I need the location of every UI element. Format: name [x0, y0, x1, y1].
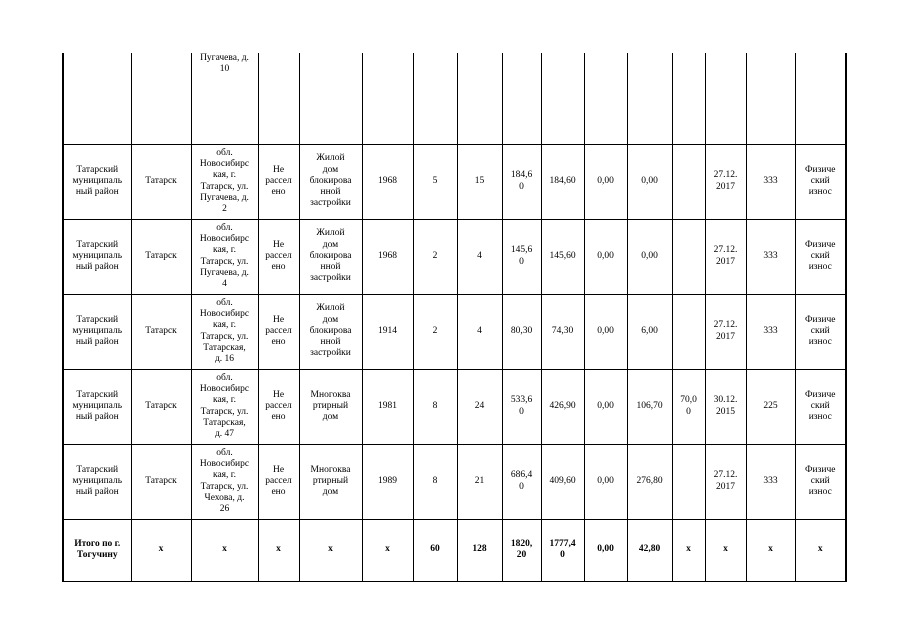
total-cell-label: [63, 519, 131, 581]
reason-line: Физиче: [805, 464, 836, 475]
total-cell-c15: x: [746, 519, 795, 581]
area-total-line: 686,4: [510, 470, 533, 481]
total-cell-area-a: 0,00: [584, 519, 627, 581]
total-cell-area-total: [502, 519, 541, 581]
cell-reason: [795, 294, 846, 369]
cell-area-living: 74,30: [541, 294, 584, 369]
status-line: Не: [272, 164, 285, 175]
address-line: Чехова, д.: [204, 492, 245, 503]
district-line: Татарский: [76, 464, 119, 475]
cell-area-total: [502, 53, 541, 144]
status-line: рассел: [265, 475, 292, 486]
total-cell-floors: 60: [413, 519, 457, 581]
status-line: Не: [272, 314, 285, 325]
total-cell-c6: x: [362, 519, 413, 581]
cell-year: 1989: [362, 444, 413, 519]
cell-wear: [672, 219, 705, 294]
table-row: [63, 444, 846, 519]
reason-line: ский: [810, 475, 830, 486]
cell-area-b: 0,00: [627, 144, 672, 219]
cell-wear: [672, 53, 705, 144]
area-total-line: 533,6: [510, 395, 533, 406]
cell-type: [299, 219, 362, 294]
total-cell-residents: 128: [457, 519, 502, 581]
cell-area-a: 0,00: [584, 444, 627, 519]
cell-area-living: 426,90: [541, 369, 584, 444]
cell-district: [63, 53, 131, 144]
cell-reason: [795, 144, 846, 219]
cell-address: [191, 144, 258, 219]
date-line: 2015: [716, 406, 735, 417]
cell-year: 1981: [362, 369, 413, 444]
status-line: ено: [271, 487, 286, 498]
cell-district: [63, 144, 131, 219]
date-line: 2017: [716, 481, 735, 492]
total-cell-area-living: [541, 519, 584, 581]
housing-table: [62, 53, 847, 582]
type-line: ртирный: [312, 475, 349, 486]
address-line: Новосибирс: [199, 234, 250, 245]
total-area-total-line: 1820,: [510, 538, 533, 549]
reason-line: износ: [808, 262, 832, 273]
reason-line: Физиче: [805, 314, 836, 325]
reason-line: износ: [808, 412, 832, 423]
cell-date: [705, 144, 746, 219]
cell-address: [191, 53, 258, 144]
cell-floors: 8: [413, 369, 457, 444]
reason-line: Физиче: [805, 389, 836, 400]
cell-reason: [795, 219, 846, 294]
reason-line: ский: [810, 250, 830, 261]
status-line: ено: [271, 412, 286, 423]
reason-line: износ: [808, 487, 832, 498]
reason-line: ский: [810, 325, 830, 336]
address-line: 4: [222, 278, 227, 289]
area-total-line: 0: [519, 406, 524, 417]
cell-doc-no: 225: [746, 369, 795, 444]
cell-area-b: [627, 53, 672, 144]
cell-floors: 8: [413, 444, 457, 519]
cell-district: [63, 294, 131, 369]
type-line: дом: [322, 412, 339, 423]
address-line: д. 16: [214, 353, 235, 364]
address-line: Новосибирс: [199, 309, 250, 320]
address-line: Пугачева, д.: [200, 53, 249, 63]
table-row: [63, 294, 846, 369]
total-cell-c4: x: [258, 519, 299, 581]
cell-area-a: 0,00: [584, 369, 627, 444]
cell-district: [63, 219, 131, 294]
cell-status: [258, 294, 299, 369]
total-label-line: Итого по г.: [74, 538, 121, 549]
cell-date: [705, 444, 746, 519]
reason-line: износ: [808, 337, 832, 348]
date-line: 27.12.: [713, 470, 738, 481]
type-line: блокирова: [309, 250, 352, 261]
cell-area-total: [502, 144, 541, 219]
type-line: ртирный: [312, 400, 349, 411]
cell-reason: [795, 369, 846, 444]
wear-line: 0: [686, 406, 691, 417]
reason-line: ский: [810, 175, 830, 186]
cell-wear: [672, 294, 705, 369]
type-line: дом: [322, 487, 339, 498]
address-line: кая, г.: [212, 395, 236, 406]
reason-line: Физиче: [805, 239, 836, 250]
district-line: муниципаль: [72, 400, 123, 411]
cell-doc-no: 333: [746, 219, 795, 294]
district-line: ный район: [75, 337, 119, 348]
total-label-line: Тогучину: [76, 550, 118, 560]
cell-status: [258, 369, 299, 444]
cell-wear: [672, 369, 705, 444]
cell-reason: [795, 444, 846, 519]
district-line: Татарский: [76, 164, 119, 175]
status-line: Не: [272, 389, 285, 400]
cell-floors: 5: [413, 144, 457, 219]
cell-date: [705, 53, 746, 144]
area-total-line: 0: [519, 481, 524, 492]
address-line: обл.: [216, 297, 233, 308]
address-line: Татарская,: [203, 417, 246, 428]
cell-area-a: 0,00: [584, 294, 627, 369]
total-area-living-line: 1777,4: [549, 538, 576, 549]
cell-area-living: [541, 53, 584, 144]
status-line: рассел: [265, 175, 292, 186]
cell-date: [705, 294, 746, 369]
cell-area-living: 409,60: [541, 444, 584, 519]
cell-doc-no: 333: [746, 144, 795, 219]
total-cell-c14: x: [705, 519, 746, 581]
date-line: 27.12.: [713, 170, 738, 181]
type-line: застройки: [310, 348, 351, 359]
type-line: блокирова: [309, 175, 352, 186]
status-line: рассел: [265, 325, 292, 336]
address-line: кая, г.: [212, 320, 236, 331]
cell-reason: [795, 53, 846, 144]
total-area-total-line: 20: [516, 550, 527, 560]
table-row-fragment: [63, 53, 846, 144]
cell-residents: [457, 53, 502, 144]
address-line: Татарск, ул.: [200, 481, 249, 492]
date-line: 2017: [716, 331, 735, 342]
reason-line: ский: [810, 400, 830, 411]
total-cell-c2: x: [131, 519, 191, 581]
district-line: муниципаль: [72, 475, 123, 486]
address-line: обл.: [216, 222, 233, 233]
address-line: Татарск, ул.: [200, 181, 249, 192]
cell-floors: [413, 53, 457, 144]
status-line: ено: [271, 187, 286, 198]
cell-year: 1968: [362, 144, 413, 219]
address-line: кая, г.: [212, 470, 236, 481]
address-line: кая, г.: [212, 245, 236, 256]
date-line: 30.12.: [713, 395, 738, 406]
cell-residents: 4: [457, 294, 502, 369]
cell-area-living: 184,60: [541, 144, 584, 219]
cell-area-total: [502, 219, 541, 294]
reason-line: износ: [808, 187, 832, 198]
district-line: ный район: [75, 262, 119, 273]
address-line: Татарск, ул.: [200, 406, 249, 417]
wear-line: 70,0: [680, 395, 697, 406]
district-line: Татарский: [76, 314, 119, 325]
cell-type: [299, 444, 362, 519]
status-line: рассел: [265, 250, 292, 261]
reason-line: Физиче: [805, 164, 836, 175]
cell-area-total: [502, 444, 541, 519]
cell-city: Татарск: [131, 444, 191, 519]
status-line: ено: [271, 337, 286, 348]
district-line: муниципаль: [72, 250, 123, 261]
total-cell-c13: x: [672, 519, 705, 581]
district-line: ный район: [75, 487, 119, 498]
type-line: нной: [320, 262, 341, 273]
cell-city: Татарск: [131, 219, 191, 294]
date-line: 2017: [716, 181, 735, 192]
type-line: дом: [322, 164, 339, 175]
cell-district: [63, 444, 131, 519]
area-total-line: 80,30: [510, 325, 533, 336]
district-line: Татарский: [76, 239, 119, 250]
address-line: обл.: [216, 372, 233, 383]
cell-floors: 2: [413, 219, 457, 294]
cell-status: [258, 144, 299, 219]
cell-wear: [672, 444, 705, 519]
cell-year: 1914: [362, 294, 413, 369]
address-line: обл.: [216, 147, 233, 158]
cell-status: [258, 219, 299, 294]
cell-residents: 4: [457, 219, 502, 294]
cell-year: [362, 53, 413, 144]
district-line: муниципаль: [72, 175, 123, 186]
total-cell-c3: x: [191, 519, 258, 581]
district-line: Татарский: [76, 389, 119, 400]
address-line: Новосибирс: [199, 384, 250, 395]
type-line: нной: [320, 187, 341, 198]
district-line: ный район: [75, 187, 119, 198]
total-cell-c5: x: [299, 519, 362, 581]
cell-status: [258, 444, 299, 519]
type-line: нной: [320, 337, 341, 348]
address-line: Татарская,: [203, 342, 246, 353]
cell-status: [258, 53, 299, 144]
cell-city: Татарск: [131, 144, 191, 219]
status-line: Не: [272, 239, 285, 250]
date-line: 2017: [716, 256, 735, 267]
cell-doc-no: [746, 53, 795, 144]
cell-floors: 2: [413, 294, 457, 369]
cell-city: Татарск: [131, 369, 191, 444]
type-line: Жилой: [316, 228, 345, 239]
district-line: ный район: [75, 412, 119, 423]
cell-wear: [672, 144, 705, 219]
cell-area-b: 276,80: [627, 444, 672, 519]
area-total-line: 0: [519, 181, 524, 192]
status-line: рассел: [265, 400, 292, 411]
cell-area-b: 0,00: [627, 219, 672, 294]
total-area-living-line: 0: [560, 550, 565, 560]
address-line: Татарск, ул.: [200, 256, 249, 267]
cell-residents: 15: [457, 144, 502, 219]
address-line: Пугачева, д.: [200, 267, 249, 278]
cell-residents: 21: [457, 444, 502, 519]
type-line: дом: [322, 314, 339, 325]
cell-type: [299, 144, 362, 219]
cell-area-a: 0,00: [584, 219, 627, 294]
type-line: застройки: [310, 198, 351, 209]
type-line: блокирова: [309, 325, 352, 336]
district-line: муниципаль: [72, 325, 123, 336]
address-line: Новосибирс: [199, 159, 250, 170]
cell-city: Татарск: [131, 294, 191, 369]
table-row-total: [63, 519, 846, 581]
type-line: Многоква: [310, 464, 351, 475]
cell-address: [191, 369, 258, 444]
type-line: Многоква: [310, 389, 351, 400]
table-row: [63, 219, 846, 294]
type-line: Жилой: [316, 153, 345, 164]
cell-date: [705, 369, 746, 444]
address-line: обл.: [216, 447, 233, 458]
address-line: Татарск, ул.: [200, 331, 249, 342]
address-line: Новосибирс: [199, 459, 250, 470]
type-line: застройки: [310, 273, 351, 284]
type-line: Жилой: [316, 303, 345, 314]
total-cell-area-b: 42,80: [627, 519, 672, 581]
cell-city: [131, 53, 191, 144]
cell-date: [705, 219, 746, 294]
cell-type: [299, 294, 362, 369]
area-total-line: 184,6: [510, 170, 533, 181]
cell-address: [191, 294, 258, 369]
status-line: Не: [272, 464, 285, 475]
cell-district: [63, 369, 131, 444]
date-line: 27.12.: [713, 320, 738, 331]
area-total-line: 0: [519, 256, 524, 267]
type-line: дом: [322, 239, 339, 250]
cell-doc-no: 333: [746, 294, 795, 369]
address-line: Пугачева, д.: [200, 192, 249, 203]
cell-area-total: [502, 369, 541, 444]
area-total-line: 145,6: [510, 245, 533, 256]
cell-area-a: [584, 53, 627, 144]
cell-area-b: 6,00: [627, 294, 672, 369]
address-line: кая, г.: [212, 170, 236, 181]
total-cell-c16: x: [795, 519, 846, 581]
cell-year: 1968: [362, 219, 413, 294]
cell-area-b: 106,70: [627, 369, 672, 444]
address-line: 10: [219, 64, 230, 75]
cell-area-total: [502, 294, 541, 369]
address-line: 2: [222, 203, 227, 214]
cell-doc-no: 333: [746, 444, 795, 519]
cell-type: [299, 53, 362, 144]
date-line: 27.12.: [713, 245, 738, 256]
cell-residents: 24: [457, 369, 502, 444]
table-row: [63, 144, 846, 219]
cell-type: [299, 369, 362, 444]
address-line: д. 47: [214, 428, 235, 439]
cell-address: [191, 219, 258, 294]
cell-address: [191, 444, 258, 519]
table-row: [63, 369, 846, 444]
cell-area-a: 0,00: [584, 144, 627, 219]
status-line: ено: [271, 262, 286, 273]
cell-area-living: 145,60: [541, 219, 584, 294]
address-line: 26: [219, 503, 230, 514]
